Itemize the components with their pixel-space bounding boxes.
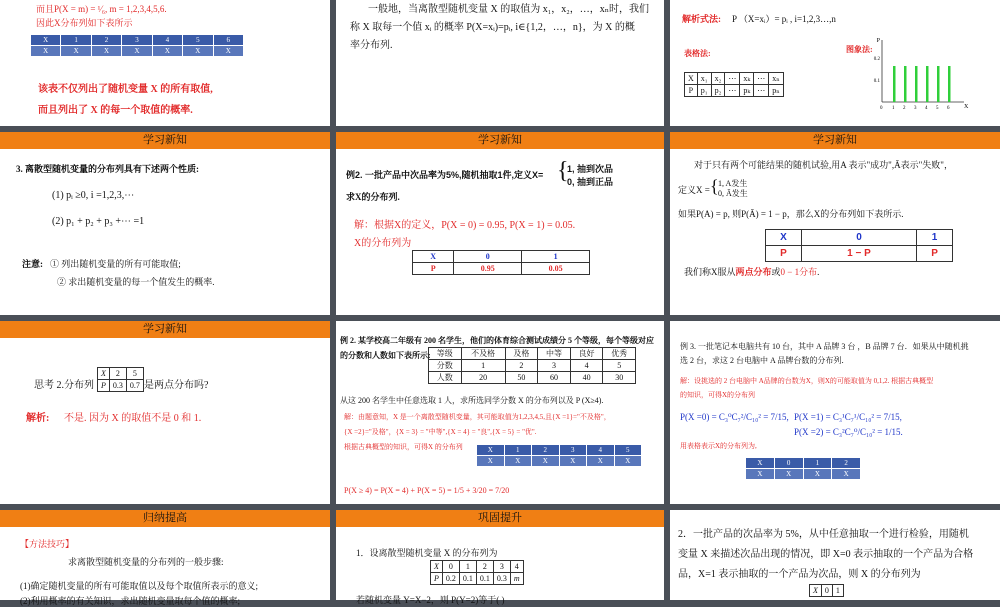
slide-2-definition: [336, 0, 664, 126]
note-line-1: 该表不仅列出了随机变量 X 的所有取值,: [38, 84, 213, 95]
table-cell: 5: [614, 445, 642, 456]
case-success: 1, A发生: [718, 179, 748, 188]
table-cell: 0: [821, 585, 832, 597]
graph-bar: [893, 66, 896, 102]
table-cell: 人数: [429, 372, 462, 384]
answer-text: 不是. 因为 X 的取值不是 0 和 1.: [64, 413, 202, 424]
properties-heading: 3. 离散型随机变量的分布列具有下述两个性质:: [16, 164, 199, 174]
table-cell: 4: [570, 360, 603, 372]
graph-bar: [926, 66, 929, 102]
intro-line: 对于只有两个可能结果的随机试验,用A 表示"成功",Ā表示"失败"，: [694, 160, 953, 170]
table-cell: X: [559, 456, 587, 467]
table-cell: p₁: [697, 85, 711, 97]
table-cell: X: [774, 469, 803, 480]
property-1: (1) pᵢ ≥0, i =1,2,3,⋯: [52, 190, 135, 201]
table-cell: X: [746, 458, 775, 469]
table-cell: 分数: [429, 360, 462, 372]
table-cell: pₙ: [769, 85, 783, 97]
solution-line-1: 解：根据X的定义，P(X = 0) = 0.95, P(X = 1) = 0.05.: [354, 220, 576, 231]
x-tick: 0: [880, 106, 883, 111]
graph-method-label: 图象法:: [846, 45, 873, 54]
table-cell: 0.05: [522, 263, 590, 275]
table-cell: P: [413, 263, 454, 275]
table-cell: 2: [532, 445, 560, 456]
graph-bar: [915, 66, 918, 102]
table-cell: 4: [587, 445, 615, 456]
table-method-label: 表格法:: [684, 49, 711, 58]
y-tick: 0.1: [873, 79, 880, 84]
practice-table: [430, 560, 524, 585]
table-cell: X: [31, 35, 61, 46]
table-cell: X: [685, 73, 698, 85]
slide-title-bar: 学习新知: [670, 132, 1000, 149]
solution-line-3: 根据古典概型的知识，可得X 的分布列: [344, 443, 463, 451]
table-cell: 5: [183, 35, 213, 46]
table-cell: X: [61, 46, 91, 57]
graph-bar: [904, 66, 907, 102]
slide-3-representation-methods: [670, 0, 1000, 126]
definition-line-1: 一般地，当离散型随机变量 X 的取值为 x₁，x₂，…，xₙ时，我们: [368, 4, 650, 15]
table-cell: 2: [832, 458, 861, 469]
problem-question: 从这 200 名学生中任意选取 1 人，求所选同学分数 X 的分布列以及 P (X≥4).: [340, 396, 604, 405]
table-cell: X: [803, 469, 832, 480]
final-probability: P(X ≥ 4) = P(X = 4) + P(X = 5) = 1/5 + 3/20 = 7/20: [344, 486, 510, 495]
analytic-label: 解析式法:: [682, 14, 721, 24]
slide-10-method-summary: [0, 510, 330, 606]
table-cell: X: [614, 456, 642, 467]
table-cell: X: [31, 46, 61, 57]
answer-label: 解析:: [26, 413, 50, 424]
table-cell: 1: [522, 251, 590, 263]
table-cell: ⋯: [725, 85, 740, 97]
table-cell: 4: [152, 35, 182, 46]
table-cell: ⋯: [754, 85, 769, 97]
table-cell: 1: [461, 360, 505, 372]
table-cell: 0.7: [126, 380, 143, 392]
slide-title-bar: 学习新知: [0, 321, 330, 338]
question-1-ask: 若随机变量 Y=X−2，则 P(Y=2)等于( ): [356, 595, 505, 605]
slide-11-practice: [336, 510, 664, 605]
table-cell: ⋯: [725, 73, 740, 85]
table-cell: X: [183, 46, 213, 57]
solution-line-2: {X =2}="及格"，{X = 3} = "中等",{X = 4} = "良",{X = 5} = "优".: [344, 428, 537, 436]
table-cell: 60: [538, 372, 571, 384]
table-cell: 1: [459, 561, 476, 573]
note-label: 注意:: [22, 259, 43, 269]
slide-title-bar: 巩固提升: [336, 510, 664, 527]
table-cell: 3: [122, 35, 152, 46]
term-two-point: 两点分布: [735, 267, 772, 277]
x-axis-label: X: [964, 104, 969, 110]
x-tick: 1: [892, 106, 895, 111]
table-cell: X: [152, 46, 182, 57]
probability-bar-graph: [874, 36, 970, 112]
table-cell: 30: [603, 372, 636, 384]
table-cell: 4: [510, 561, 523, 573]
table-cell: x₂: [711, 73, 725, 85]
table-cell: P: [98, 380, 110, 392]
table-cell: 良好: [570, 348, 603, 360]
table-cell: 及格: [505, 348, 538, 360]
note-line-2: 而且列出了 X 的每一个取值的概率.: [38, 105, 193, 116]
general-distribution-table: [684, 72, 784, 97]
graph-bar: [948, 66, 951, 102]
table-cell: X: [746, 469, 775, 480]
probability-formula: 而且P(X = m) = ¹⁄₆, m = 1,2,3,4,5,6.: [36, 4, 167, 14]
table-cell: 2: [109, 368, 126, 380]
table-cell: 3: [538, 360, 571, 372]
table-cell: X: [122, 46, 152, 57]
table-cell: 3: [493, 561, 510, 573]
table-cell: 2: [505, 360, 538, 372]
table-cell: X: [810, 585, 822, 597]
slide-title-bar: 学习新知: [336, 132, 664, 149]
table-cell: X: [213, 46, 243, 57]
brace-icon: {: [710, 176, 719, 196]
question-line-2: 变量 X 来描述次品出现的情况，即 X=0 表示抽取的一个产品为合格: [678, 549, 974, 560]
note-step-2: ② 求出随机变量的每一个值发生的概率.: [57, 277, 215, 287]
table-cell: P: [766, 246, 802, 262]
question-line-1: 2．一批产品的次品率为 5%，从中任意抽取一个进行检验，用随机: [678, 529, 969, 540]
case-defective: 1, 抽到次品: [567, 164, 614, 174]
table-cell: 1: [504, 445, 532, 456]
formula-p1: P(X =1) = C₃¹C₇¹/C₁₀² = 7/15,: [794, 412, 902, 422]
question-line-3: 品，X=1 表示抽取的一个产品为次品，则 X 的分布列为: [678, 569, 921, 580]
conclusion-text: .: [817, 267, 820, 277]
table-cell: x₁: [697, 73, 711, 85]
table-cell: P: [431, 573, 443, 585]
slide-12-practice-2: [670, 510, 1000, 600]
note-step-1: ① 列出随机变量的所有可能取值;: [50, 259, 181, 269]
slide-7-think-question: [0, 321, 330, 504]
example-statement: 例2. 一批产品中次品率为5%,随机抽取1件,定义X=: [346, 170, 544, 180]
definition-line-2: 称 X 取每一个值 xᵢ 的概率 P(X=xᵢ)=pᵢ, i∈{1,2，…，n}，为 X 的概: [350, 22, 635, 33]
table-cell: pₖ: [740, 85, 754, 97]
table-cell: xₖ: [740, 73, 754, 85]
table-cell: 1: [803, 458, 832, 469]
practice-2-table: [809, 584, 844, 597]
slide-8-score-example: [336, 321, 664, 504]
slide-title-bar: 学习新知: [0, 132, 330, 149]
table-cell: 0.95: [454, 263, 522, 275]
problem-line-1: 例 2. 某学校高二年级有 200 名学生，他们的体育综合测试成绩分 5 个等级，每个等级对应: [340, 336, 654, 345]
table-cell: X: [413, 251, 454, 263]
formula-p0: P(X =0) = C₃⁰C₇²/C₁₀² = 7/15,: [680, 412, 789, 422]
table-cell: 优秀: [603, 348, 636, 360]
conclusion-text: 我们称X服从: [684, 267, 736, 277]
table-cell: 1 − P: [801, 246, 916, 262]
condition-line: 如果P(A) = p, 则P(Ā) = 1 − p，那么X的分布列如下表所示.: [678, 209, 904, 219]
table-cell: ⋯: [754, 73, 769, 85]
solution-line-2: 的知识，可得X的分布列: [680, 391, 756, 399]
table-cell: 1: [61, 35, 91, 46]
slide-title-bar: 归纳提高: [0, 510, 330, 527]
table-cell: 2: [476, 561, 493, 573]
table-cell: 不及格: [461, 348, 505, 360]
score-distribution-table: [476, 444, 642, 467]
conclusion-text: 或: [771, 267, 781, 277]
table-cell: m: [510, 573, 523, 585]
table-cell: X: [477, 456, 505, 467]
problem-line-2: 的分数和人数如下表所示:: [340, 351, 431, 360]
x-distribution-table: [30, 34, 244, 57]
table-cell: 0: [774, 458, 803, 469]
question-table: [97, 367, 144, 392]
table-cell: 1: [917, 230, 953, 246]
slide-4-properties: [0, 132, 330, 315]
term-zero-one: 0 − 1分布: [780, 267, 818, 277]
definition-line-3: 率分布列.: [350, 40, 393, 51]
question-1: 1．设离散型随机变量 X 的分布列为: [356, 548, 498, 558]
table-cell: 40: [570, 372, 603, 384]
example-2-distribution-table: [412, 250, 590, 275]
method-line-2: (1)确定随机变量的所有可能取值以及每个取值所表示的意义;: [20, 581, 258, 591]
method-line-1: 求离散型随机变量的分布列的一般步骤:: [68, 557, 224, 567]
table-cell: P: [685, 85, 698, 97]
table-cell: 20: [461, 372, 505, 384]
solution-line-1: 解：设挑选的 2 台电脑中 A品牌的台数为X，则X的可能取值为 0,1,2. 根据古典概型: [680, 377, 934, 385]
slide-1-distribution-example: [0, 0, 330, 126]
table-cell: 0.3: [109, 380, 126, 392]
table-cell: X: [532, 456, 560, 467]
table-cell: 5: [603, 360, 636, 372]
graph-bar: [937, 66, 940, 102]
table-cell: X: [766, 230, 802, 246]
table-cell: 1: [832, 585, 843, 597]
solution-line-1: 解：由题意知，X 是一个离散型随机变量，其可能取值为1,2,3,4,5,且{X =1}="不及格"，: [344, 413, 611, 421]
table-cell: 0: [454, 251, 522, 263]
table-cell: X: [504, 456, 532, 467]
table-cell: P: [917, 246, 953, 262]
table-cell: X: [431, 561, 443, 573]
table-cell: 5: [126, 368, 143, 380]
x-tick: 5: [936, 106, 939, 111]
example-question: 求X的分布列.: [346, 192, 400, 202]
table-cell: 0: [442, 561, 459, 573]
solution-line-3: 用表格表示X的分布列为,: [680, 442, 757, 450]
x-tick: 6: [947, 106, 950, 111]
slide-6-two-point-distribution: [670, 132, 1000, 315]
solution-line-2: X的分布列为: [354, 238, 412, 249]
table-cell: 2: [91, 35, 121, 46]
property-2: (2) p₁ + p₂ + p₃ +⋯ =1: [52, 216, 145, 227]
define-label: 定义X =: [678, 185, 710, 195]
slide-9-laptop-example: [670, 321, 1000, 504]
method-tag: 【方法技巧】: [20, 539, 75, 549]
table-cell: X: [98, 368, 110, 380]
table-cell: 3: [559, 445, 587, 456]
table-cell: X: [832, 469, 861, 480]
y-tick: 0.2: [873, 57, 880, 62]
table-cell: 0.1: [476, 573, 493, 585]
formula-p2: P(X =2) = C₃²C₇⁰/C₁₀² = 1/15.: [794, 427, 903, 437]
table-cell: X: [587, 456, 615, 467]
table-cell: 6: [213, 35, 243, 46]
table-cell: xₙ: [769, 73, 783, 85]
case-failure: 0, Ā发生: [718, 189, 748, 198]
table-cell: 0.1: [459, 573, 476, 585]
conclusion-line: [684, 265, 819, 278]
brace-icon: {: [557, 158, 569, 184]
x-tick: 4: [925, 106, 928, 111]
table-cell: 0.2: [442, 573, 459, 585]
table-cell: 50: [505, 372, 538, 384]
table-cell: p₂: [711, 85, 725, 97]
method-line-3: (2)利用概率的有关知识，求出随机变量取每个值的概率;: [20, 596, 240, 606]
table-cell: X: [91, 46, 121, 57]
case-good: 0, 抽到正品: [567, 177, 614, 187]
question-tail: 是两点分布吗?: [144, 380, 209, 391]
two-point-table: [765, 229, 953, 262]
problem-line-1: 例 3. 一批笔记本电脑共有 10 台，其中 A 品牌 3 台 ，B 品牌 7 台．如果从中随机挑: [680, 342, 969, 351]
table-cell: 0.3: [493, 573, 510, 585]
table-intro: 因此X分布列如下表所示: [36, 18, 133, 28]
y-axis-label: P: [876, 38, 880, 44]
table-cell: 0: [801, 230, 916, 246]
table-cell: 等级: [429, 348, 462, 360]
table-cell: 中等: [538, 348, 571, 360]
analytic-formula: P （X=xᵢ）= pᵢ , i=1,2,3…,n: [732, 14, 836, 24]
table-cell: X: [477, 445, 505, 456]
x-tick: 2: [903, 106, 906, 111]
question-text: 思考 2.分布列: [34, 380, 94, 391]
x-tick: 3: [914, 106, 917, 111]
score-table: [428, 347, 636, 384]
problem-line-2: 选 2 台，求这 2 台电脑中 A 品牌台数的分布列．: [680, 356, 850, 365]
slide-5-example-2: [336, 132, 664, 315]
laptop-distribution-table: [745, 457, 861, 480]
